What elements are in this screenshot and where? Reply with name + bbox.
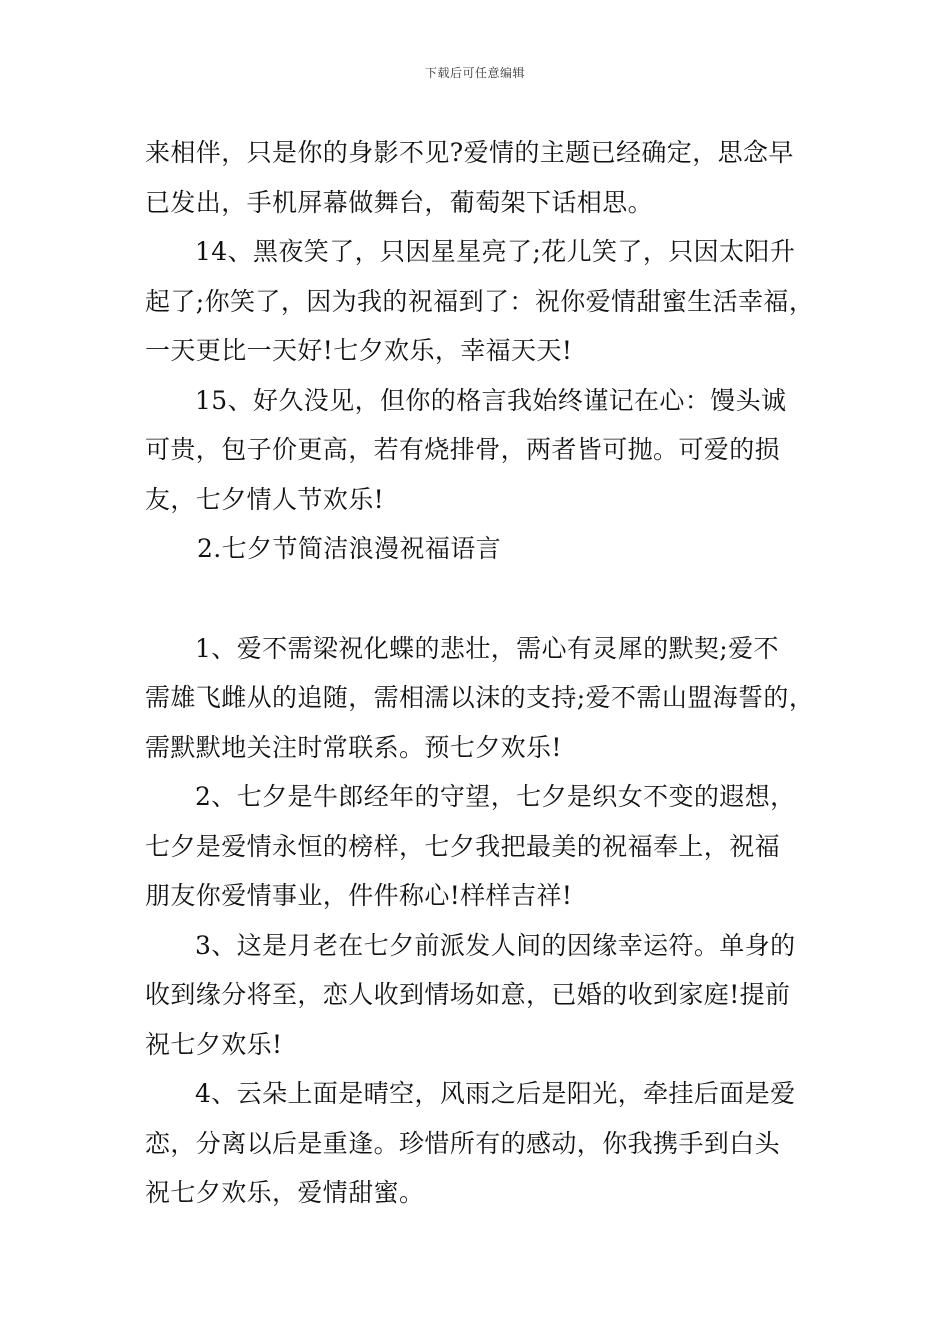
section-heading: 2.七夕节简洁浪漫祝福语言	[197, 534, 502, 563]
text-line: 14、黑夜笑了，只因星星亮了;花儿笑了，只因太阳升	[195, 237, 796, 266]
paragraph-1	[145, 624, 817, 773]
paragraph-2	[145, 772, 817, 921]
text-line: 15、好久没见，但你的格言我始终谨记在心：馒头诚	[195, 385, 787, 415]
text-line: 需雄飞雌从的追随，需相濡以沫的支持;爱不需山盟海誓的，	[145, 683, 815, 712]
text-line: 朋友你爱情事业，件件称心!样样吉祥!	[145, 881, 573, 910]
text-line: 需默默地关注时常联系。预七夕欢乐!	[145, 732, 562, 762]
paragraph-4	[145, 1069, 817, 1218]
text-line: 祝七夕欢乐，爱情甜蜜。	[145, 1178, 425, 1207]
text-line: 1、爱不需梁祝化蝶的悲壮，需心有灵犀的默契;爱不	[195, 633, 779, 663]
page-header: 下载后可任意编辑	[424, 66, 525, 80]
text-line: 一天更比一天好!七夕欢乐，幸福天天!	[145, 336, 573, 365]
text-line: 已发出，手机屏幕做舞台，葡萄架下话相思。	[145, 187, 654, 217]
text-line: 可贵，包子价更高，若有烧排骨，两者皆可抛。可爱的损	[145, 435, 781, 464]
document-body	[145, 128, 817, 1218]
paragraph-15	[145, 376, 817, 525]
blank-line	[145, 574, 817, 624]
text-line: 4、云朵上面是晴空，风雨之后是阳光，牵挂后面是爱	[195, 1079, 796, 1108]
text-line: 来相伴，只是你的身影不见?爱情的主题已经确定，思念早	[145, 138, 794, 167]
text-line: 七夕是爱情永恒的榜样，七夕我把最美的祝福奉上，祝福	[145, 831, 781, 861]
text-line: 起了;你笑了，因为我的祝福到了：祝你爱情甜蜜生活幸福，	[145, 286, 815, 316]
text-line: 3、这是月老在七夕前派发人间的因缘幸运符。单身的	[195, 930, 796, 960]
paragraph-3	[145, 921, 817, 1070]
text-line: 祝七夕欢乐!	[145, 1029, 283, 1059]
text-line: 恋，分离以后是重逢。珍惜所有的感动，你我携手到白头	[145, 1128, 781, 1158]
paragraph-continued	[145, 128, 817, 227]
paragraph-14	[145, 227, 817, 376]
text-line: 2、七夕是牛郎经年的守望，七夕是织女不变的遐想，	[195, 782, 796, 811]
text-line: 友，七夕情人节欢乐!	[145, 484, 385, 514]
text-line: 收到缘分将至，恋人收到情场如意，已婚的收到家庭!提前	[145, 980, 791, 1009]
